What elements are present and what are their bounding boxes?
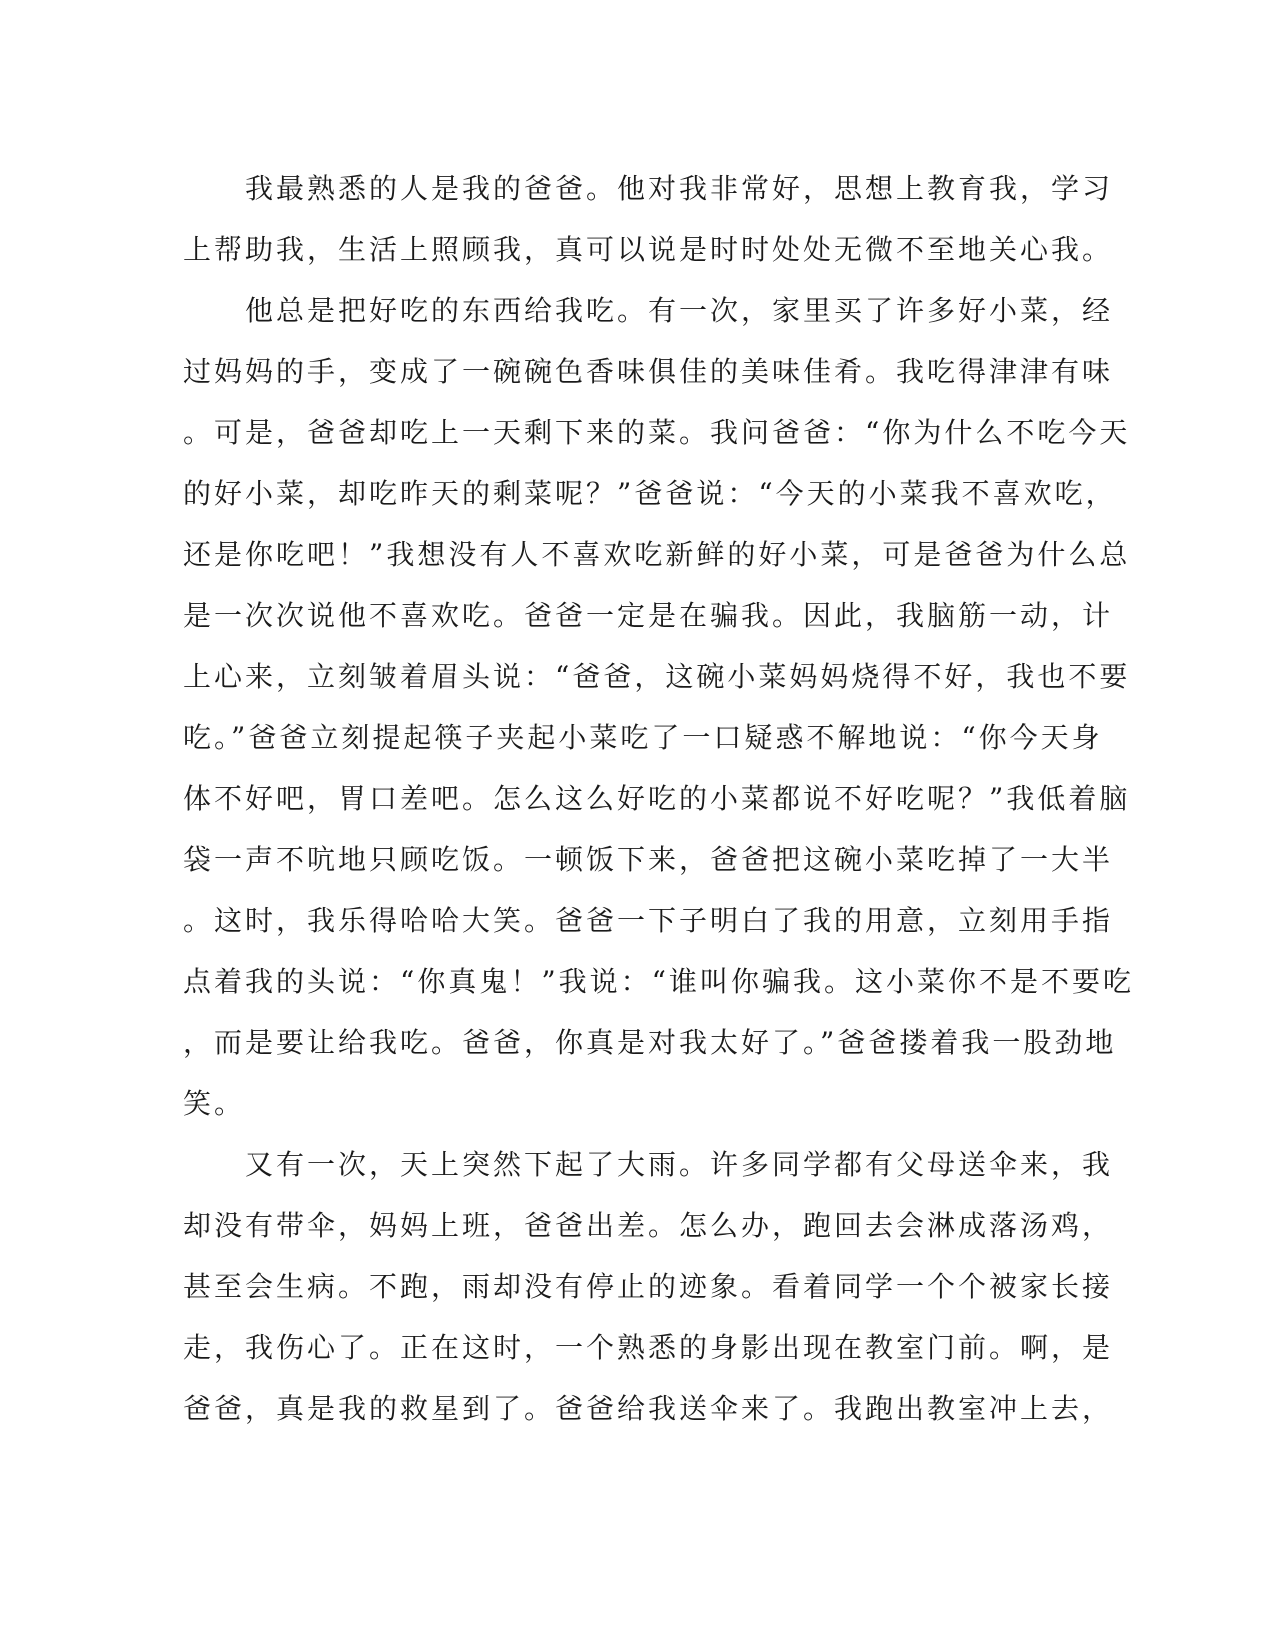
text-line: 上心来，立刻皱着眉头说：“爸爸，这碗小菜妈妈烧得不好，我也不要 bbox=[183, 660, 1131, 693]
text-line: 吃。”爸爸立刻提起筷子夹起小菜吃了一口疑惑不解地说：“你今天身 bbox=[183, 721, 1103, 754]
text-line: 他总是把好吃的东西给我吃。有一次，家里买了许多好小菜，经 bbox=[183, 294, 1114, 327]
text-line: 体不好吧，胃口差吧。怎么这么好吃的小菜都说不好吃呢？”我低着脑 bbox=[183, 782, 1131, 815]
text-line: 。可是，爸爸却吃上一天剩下来的菜。我问爸爸：“你为什么不吃今天 bbox=[183, 416, 1131, 449]
text-line: 上帮助我，生活上照顾我，真可以说是时时处处无微不至地关心我。 bbox=[183, 233, 1114, 266]
text-line: 又有一次，天上突然下起了大雨。许多同学都有父母送伞来，我 bbox=[183, 1148, 1114, 1181]
text-line: 袋一声不吭地只顾吃饭。一顿饭下来，爸爸把这碗小菜吃掉了一大半 bbox=[183, 843, 1114, 876]
essay-body bbox=[183, 158, 1134, 1439]
text-line: 的好小菜，却吃昨天的剩菜呢？”爸爸说：“今天的小菜我不喜欢吃， bbox=[183, 477, 1117, 510]
text-line: 点着我的头说：“你真鬼！”我说：“谁叫你骗我。这小菜你不是不要吃 bbox=[183, 965, 1134, 998]
text-line: ，而是要让给我吃。爸爸，你真是对我太好了。”爸爸搂着我一股劲地 bbox=[183, 1026, 1117, 1059]
text-line: 是一次次说他不喜欢吃。爸爸一定是在骗我。因此，我脑筋一动，计 bbox=[183, 599, 1114, 632]
text-line: 。这时，我乐得哈哈大笑。爸爸一下子明白了我的用意，立刻用手指 bbox=[183, 904, 1114, 937]
paragraph-2 bbox=[183, 280, 1134, 1134]
text-line: 甚至会生病。不跑，雨却没有停止的迹象。看着同学一个个被家长接 bbox=[183, 1270, 1114, 1303]
paragraph-1 bbox=[183, 158, 1114, 280]
text-line: 还是你吃吧！”我想没有人不喜欢吃新鲜的好小菜，可是爸爸为什么总 bbox=[183, 538, 1131, 571]
text-line: 却没有带伞，妈妈上班，爸爸出差。怎么办，跑回去会淋成落汤鸡， bbox=[183, 1209, 1114, 1242]
text-line: 我最熟悉的人是我的爸爸。他对我非常好，思想上教育我，学习 bbox=[183, 172, 1114, 205]
paragraph-3 bbox=[183, 1134, 1114, 1439]
text-line: 过妈妈的手，变成了一碗碗色香味俱佳的美味佳肴。我吃得津津有味 bbox=[183, 355, 1114, 388]
text-line: 笑。 bbox=[183, 1087, 246, 1120]
text-line: 爸爸，真是我的救星到了。爸爸给我送伞来了。我跑出教室冲上去， bbox=[183, 1392, 1114, 1425]
text-line: 走，我伤心了。正在这时，一个熟悉的身影出现在教室门前。啊，是 bbox=[183, 1331, 1114, 1364]
